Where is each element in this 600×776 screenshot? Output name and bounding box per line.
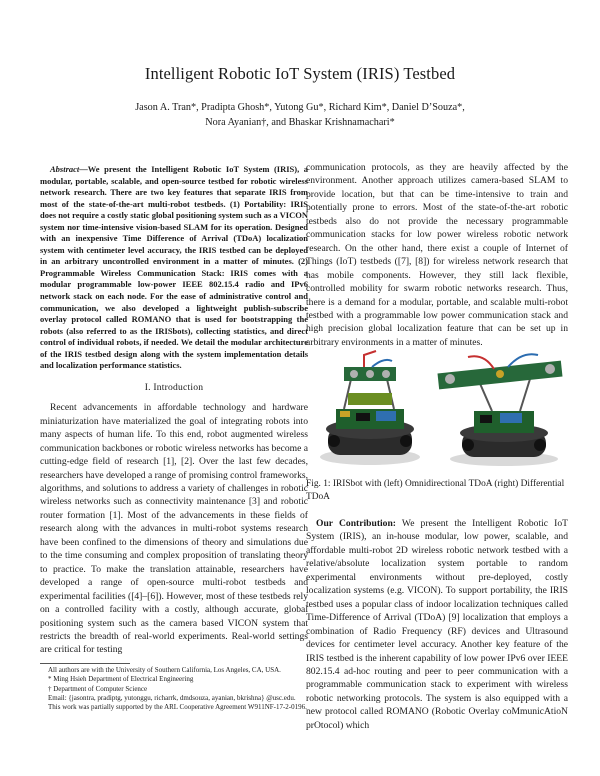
section-heading-introduction: I. Introduction bbox=[144, 381, 204, 393]
introduction-paragraph: Recent advancements in affordable technology and hardware miniaturization have materialized the goal of integrating robots into many aspects of human life. To this end, robot augmented wireless communication backbones or robotic wireless networks has become a cutting-edge field of research [1], [2]. Over the last few decades, researchers have developed a range of promising control frameworks, algorithms, and solutions to address a variety of challenges in robotic wireless networks such as connectivity maintenance [3] and robotic router formation [1]. Most of the advancements in these fields of research along with the advances in multi-robot systems research have been confined to the dimensions of theory and simulations due to the time consuming and complex proposition of translating theory to practice. To make the translation attainable, researchers have developed a range of open-source multi-robot testbeds and experimental facilities ([4]–[6]). However, most of these testbeds rely on a controlled facility with a costly, although accurate, global positioning system such as the camera based VICON system that restricts the breadth of real-world experiments. Real-world settings are critical for testing bbox=[40, 402, 309, 656]
contribution-label: Our Contribution: bbox=[316, 518, 397, 529]
footnote-cs-dept: † Department of Computer Science bbox=[48, 684, 148, 693]
author-line-1: Jason A. Tran*, Pradipta Ghosh*, Yutong Gu*, Richard Kim*, Daniel D’Souza*, bbox=[135, 102, 465, 113]
abstract-text: —We present the Intelligent Robotic IoT System (IRIS), a modular, portable, scalable, and open-source testbed for robotic wireless network research. There are two key features that separate IRIS from most of the state-of-the-art multi-robot testbeds. (1) Portability: IRIS does not require a costly static global positioning system such as a VICON system nor time-intensive vision-based SLAM for its operation. Designed with an inexpensive Time Difference of Arrival (TDoA) localization system with centimeter level accuracy, the IRIS testbed can be deployed in an arbitrary uncontrolled environment in a matter of minutes. (2) Programmable Wireless Communication Stack: IRIS comes with a modular programmable low-power IEEE 802.15.4 radio and IPv6 network stack on each node. For the ease of administrative control and communication, we also developed a lightweight publish-subscribe overlay protocol called ROMANO that is used for bootstrapping the robots (also referred to as the IRISbots), collecting statistics, and direct control of individual robots, if needed. We detail the modular architecture of the IRIS testbed design along with the system implementation details and localization performance statistics. bbox=[40, 164, 308, 371]
footnote-ee-dept: * Ming Hsieh Department of Electrical Engineering bbox=[48, 675, 194, 684]
footnote-affiliation: All authors are with the University of Southern California, Los Angeles, CA, USA. bbox=[48, 665, 281, 674]
paper-title: Intelligent Robotic IoT System (IRIS) Testbed bbox=[144, 64, 456, 83]
right-column bbox=[306, 161, 568, 349]
footnote-email: Email: {jasontra, pradiptg, yutonggu, richarrk, dmdsouza, ayanian, bkrishna} @usc.edu. bbox=[48, 693, 296, 702]
contribution-section bbox=[306, 517, 568, 732]
contribution-paragraph bbox=[306, 517, 568, 732]
author-list bbox=[40, 100, 560, 130]
contribution-text: We present the Intelligent Robotic IoT System (IRIS), an in-house modular, low power, scalable, and affordable multi-robot 2D wireless robotic network testbed with a relative/absolute localization system portable to random experimental environments without pre-deployed, costly localization systems (e.g. VICON). To support portability, the IRIS testbed uses a popular class of indoor localization techniques called Time-Difference of Arrival (TDoA) [9] localization that employs a combination of Radio Frequency (RF) devices and Ultrasound devices for centimeter level accuracy. Another key feature of the IRIS testbed is the inherent capability of low power IPv6 over IEEE 802.15.4 ad-hoc routing and peer to peer communication with a programmable communication stack to experiment with wireless robotic networking protocols. The system is also equipped with a new protocol called ROMANO (Robotic Overlay coMmunicAtioN prOtocol) which bbox=[306, 518, 568, 731]
irisbot-omnidirectional-image bbox=[314, 349, 426, 467]
right-column-paragraph: communication protocols, as they are heavily affected by the environment. Another approach utilizes camera-based SLAM to provide location, but that can be time-intensive to train and potentially prone to errors. Most of the state-of-the-art robotic testbeds also do not provide the necessary programmable communication stacks for low power wireless robotic network research. On the other hand, there exist a couple of Internet of Things (IoT) testbeds ([7], [8]) for wireless network research that has mobile components. However, they still lack flexible, controlled mobility for swarm robotic networks research. Thus, there is a demand for a modular, portable, and scalable multi-robot testbed with a programmable low power communication stack and high precision global localization feature that can be set up in arbitrary environments in a matter of minutes. bbox=[306, 162, 568, 348]
abstract bbox=[40, 164, 308, 372]
figure-1 bbox=[306, 345, 568, 467]
irisbot-differential-image bbox=[434, 349, 566, 467]
figure-1-caption: Fig. 1: IRISbot with (left) Omnidirectional TDoA (right) Differential TDoA bbox=[306, 479, 565, 502]
abstract-lead: Abstract bbox=[50, 164, 80, 174]
author-line-2: Nora Ayanian†, and Bhaskar Krishnamachari* bbox=[205, 117, 395, 128]
footnote-funding: This work was partially supported by the ARL Cooperative Agreement W911NF-17-2-0196. bbox=[48, 703, 307, 712]
left-column bbox=[40, 164, 308, 712]
